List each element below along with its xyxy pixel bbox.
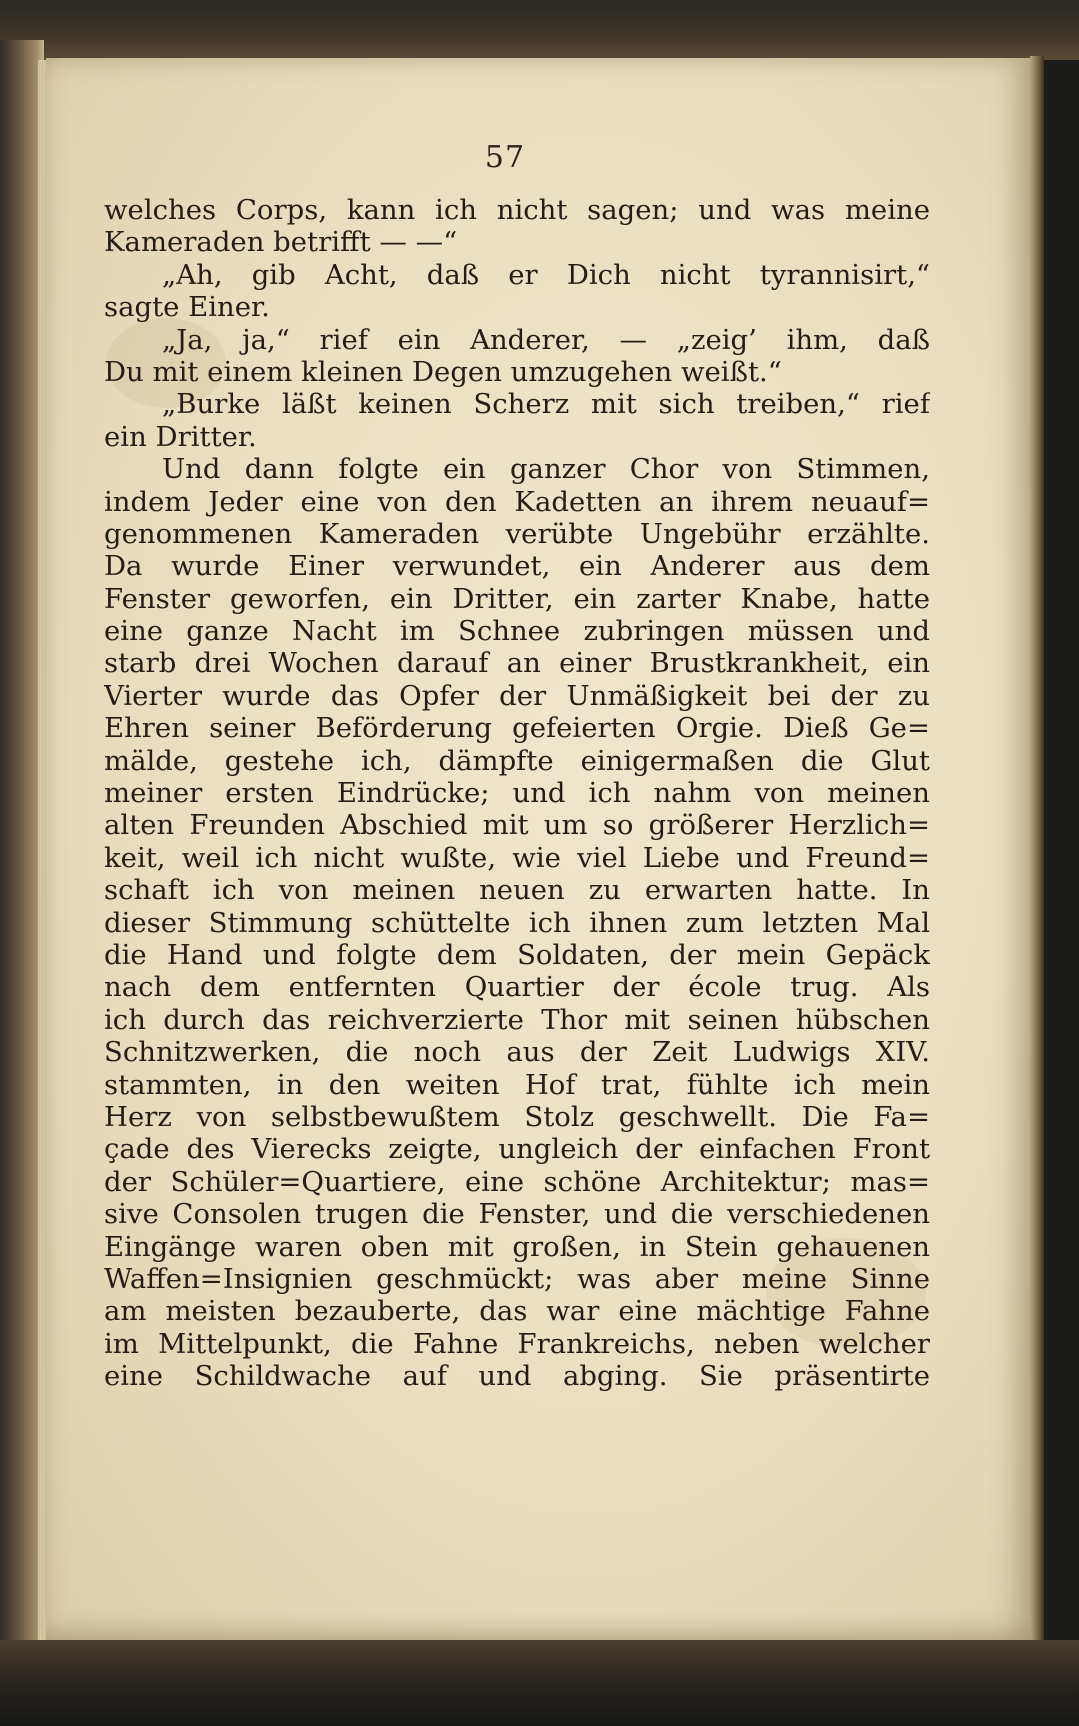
text-line: Waffen=Insignien geschmückt; was aber meine Sinne (104, 1262, 930, 1295)
text-line: sagte Einer. (104, 291, 270, 324)
text-line: dieser Stimmung schüttelte ich ihnen zum letzten Mal (104, 906, 930, 939)
book-top-edge (0, 0, 1079, 60)
text-line: çade des Vierecks zeigte, ungleich der einfachen Front (104, 1133, 930, 1166)
text-line: sive Consolen trugen die Fenster, und die verschiedenen (104, 1198, 930, 1231)
text-line: eine ganze Nacht im Schnee zubringen müssen und (104, 615, 930, 648)
body-text (104, 194, 930, 1392)
text-line: Du mit einem kleinen Degen umzugehen weißt.“ (104, 355, 782, 388)
text-line: nach dem entfernten Quartier der école trug. Als (104, 971, 930, 1004)
text-line: alten Freunden Abschied mit um so größerer Herzlich= (104, 809, 930, 842)
page-number: 57 (484, 140, 526, 175)
text-line: stammten, in den weiten Hof trat, fühlte ich mein (104, 1068, 930, 1101)
text-line: der Schüler=Quartiere, eine schöne Architektur; mas= (104, 1165, 930, 1198)
text-line: Schnitzwerken, die noch aus der Zeit Ludwigs XIV. (104, 1036, 930, 1069)
text-line: im Mittelpunkt, die Fahne Frankreichs, neben welcher (104, 1327, 930, 1360)
text-line: Da wurde Einer verwundet, ein Anderer aus dem (104, 550, 930, 583)
text-line: Eingänge waren oben mit großen, in Stein gehauenen (104, 1230, 930, 1263)
text-line: starb drei Wochen darauf an einer Brustkrankheit, ein (104, 647, 930, 680)
text-line: Fenster geworfen, ein Dritter, ein zarter Knabe, hatte (104, 582, 930, 615)
text-line: indem Jeder eine von den Kadetten an ihrem neuauf= (104, 485, 930, 518)
text-line: ein Dritter. (104, 420, 257, 453)
book-bottom-edge (0, 1640, 1079, 1726)
text-line: mälde, gestehe ich, dämpfte einigermaßen die Glut (104, 744, 930, 777)
text-line: genommenen Kameraden verübte Ungebühr erzählte. (104, 517, 930, 550)
text-line: Vierter wurde das Opfer der Unmäßigkeit bei der zu (104, 679, 930, 712)
text-line: Herz von selbstbewußtem Stolz geschwellt. Die Fa= (104, 1100, 930, 1133)
text-line: am meisten bezauberte, das war eine mächtige Fahne (104, 1295, 930, 1328)
text-line: „Ah, gib Acht, daß er Dich nicht tyrannisirt,“ (162, 258, 930, 291)
text-line: welches Corps, kann ich nicht sagen; und was meine (104, 194, 930, 226)
text-line: keit, weil ich nicht wußte, wie viel Liebe und Freund= (104, 841, 930, 874)
text-line: die Hand und folgte dem Soldaten, der mein Gepäck (104, 938, 930, 971)
text-line: Kameraden betrifft — —“ (104, 226, 458, 259)
text-line: schaft ich von meinen neuen zu erwarten hatte. In (104, 874, 930, 907)
text-line: Ehren seiner Beförderung gefeierten Orgie. Dieß Ge= (104, 712, 930, 745)
text-line: eine Schildwache auf und abging. Sie präsentirte (104, 1360, 930, 1393)
text-line: Und dann folgte ein ganzer Chor von Stimmen, (162, 453, 930, 486)
text-line: meiner ersten Eindrücke; und ich nahm von meinen (104, 777, 930, 810)
page-right-edge (1030, 56, 1044, 1648)
text-line: „Burke läßt keinen Scherz mit sich treiben,“ rief (162, 388, 930, 421)
text-line: ich durch das reichverzierte Thor mit seinen hübschen (104, 1003, 930, 1036)
text-line: „Ja, ja,“ rief ein Anderer, — „zeig’ ihm, daß (162, 323, 930, 356)
